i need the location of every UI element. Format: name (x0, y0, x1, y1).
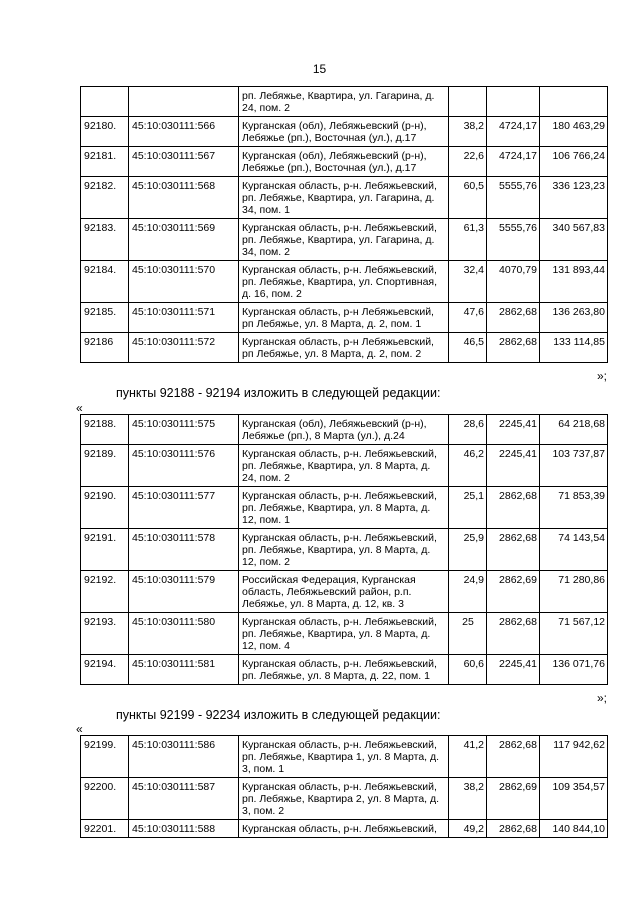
cadastral-value-cell: 71 853,39 (540, 487, 608, 529)
table-row (81, 177, 608, 219)
row-number-cell: 92199. (81, 736, 129, 778)
table-row (81, 415, 608, 445)
cadastral-value-cell: 136 071,76 (540, 655, 608, 685)
area-cell: 47,6 (449, 303, 487, 333)
area-cell: 60,6 (449, 655, 487, 685)
table-row (81, 778, 608, 820)
table-row (81, 487, 608, 529)
price-per-sqm-cell: 2862,69 (487, 571, 540, 613)
address-cell: Курганская (обл), Лебяжьевский (р-н), Лебяжье (рп.), 8 Марта (ул.), д.24 (239, 415, 449, 445)
price-per-sqm-cell: 2862,68 (487, 529, 540, 571)
row-number-cell: 92191. (81, 529, 129, 571)
table-row (81, 87, 608, 117)
address-cell: Курганская (обл), Лебяжьевский (р-н), Лебяжье (рп.), Восточная (ул.), д.17 (239, 147, 449, 177)
row-number-cell: 92190. (81, 487, 129, 529)
cadastral-number-cell: 45:10:030111:581 (129, 655, 239, 685)
price-per-sqm-cell: 2862,68 (487, 820, 540, 838)
price-per-sqm-cell: 2862,68 (487, 736, 540, 778)
cadastral-number-cell: 45:10:030111:568 (129, 177, 239, 219)
table-row (81, 445, 608, 487)
area-cell: 38,2 (449, 117, 487, 147)
cadastral-value-cell: 140 844,10 (540, 820, 608, 838)
opening-quote: « (76, 401, 83, 415)
address-cell: Курганская область, р-н. Лебяжьевский, рп. Лебяжье, Квартира 1, ул. 8 Марта, д. 3, пом. 1 (239, 736, 449, 778)
table-row (81, 303, 608, 333)
area-cell: 46,5 (449, 333, 487, 363)
row-number-cell: 92186 (81, 333, 129, 363)
address-cell: Курганская (обл), Лебяжьевский (р-н), Лебяжье (рп.), Восточная (ул.), д.17 (239, 117, 449, 147)
address-cell: рп. Лебяжье, Квартира, ул. Гагарина, д. 24, пом. 2 (239, 87, 449, 117)
property-table-1 (80, 86, 608, 363)
cadastral-number-cell: 45:10:030111:576 (129, 445, 239, 487)
price-per-sqm-cell: 4724,17 (487, 147, 540, 177)
cadastral-value-cell: 117 942,62 (540, 736, 608, 778)
address-cell: Курганская область, р-н Лебяжьевский, рп Лебяжье, ул. 8 Марта, д. 2, пом. 1 (239, 303, 449, 333)
table-row (81, 655, 608, 685)
row-number-cell: 92185. (81, 303, 129, 333)
price-per-sqm-cell: 2245,41 (487, 655, 540, 685)
price-per-sqm-cell: 5555,76 (487, 177, 540, 219)
price-per-sqm-cell: 4070,79 (487, 261, 540, 303)
cadastral-value-cell: 336 123,23 (540, 177, 608, 219)
table-row (81, 736, 608, 778)
cadastral-value-cell: 133 114,85 (540, 333, 608, 363)
cadastral-number-cell: 45:10:030111:567 (129, 147, 239, 177)
price-per-sqm-cell: 2862,68 (487, 303, 540, 333)
row-number-cell: 92194. (81, 655, 129, 685)
closing-quote: »; (596, 691, 607, 705)
cadastral-number-cell: 45:10:030111:575 (129, 415, 239, 445)
address-cell: Российская Федерация, Курганская область, Лебяжьевский район, р.п. Лебяжье, ул. 8 Марта, д. 12, кв. 3 (239, 571, 449, 613)
price-per-sqm-cell: 4724,17 (487, 117, 540, 147)
row-number-cell: 92192. (81, 571, 129, 613)
area-cell: 49,2 (449, 820, 487, 838)
row-number-cell: 92189. (81, 445, 129, 487)
cadastral-value-cell: 74 143,54 (540, 529, 608, 571)
cadastral-number-cell: 45:10:030111:571 (129, 303, 239, 333)
instruction-text: пункты 92199 - 92234 изложить в следующей редакции: (116, 708, 441, 722)
price-per-sqm-cell: 2862,69 (487, 778, 540, 820)
address-cell: Курганская область, р-н. Лебяжьевский, рп. Лебяжье, Квартира, ул. 8 Марта, д. 24, пом. 2 (239, 445, 449, 487)
property-table-2 (80, 414, 608, 685)
address-cell: Курганская область, р-н. Лебяжьевский, рп. Лебяжье, Квартира, ул. Гагарина, д. 34, пом. 2 (239, 219, 449, 261)
row-number-cell: 92188. (81, 415, 129, 445)
row-number-cell: 92180. (81, 117, 129, 147)
cadastral-number-cell: 45:10:030111:580 (129, 613, 239, 655)
cadastral-number-cell: 45:10:030111:587 (129, 778, 239, 820)
cadastral-value-cell: 340 567,83 (540, 219, 608, 261)
row-number-cell (81, 87, 129, 117)
address-cell: Курганская область, р-н. Лебяжьевский, (239, 820, 449, 838)
area-cell: 38,2 (449, 778, 487, 820)
table-row (81, 820, 608, 838)
cadastral-number-cell: 45:10:030111:578 (129, 529, 239, 571)
cadastral-number-cell: 45:10:030111:579 (129, 571, 239, 613)
row-number-cell: 92183. (81, 219, 129, 261)
area-cell (449, 87, 487, 117)
property-table-3 (80, 735, 608, 838)
address-cell: Курганская область, р-н. Лебяжьевский, рп. Лебяжье, Квартира, ул. 8 Марта, д. 12, пом. 1 (239, 487, 449, 529)
cadastral-number-cell: 45:10:030111:570 (129, 261, 239, 303)
cadastral-value-cell: 131 893,44 (540, 261, 608, 303)
price-per-sqm-cell: 2862,68 (487, 333, 540, 363)
address-cell: Курганская область, р-н Лебяжьевский, рп Лебяжье, ул. 8 Марта, д. 2, пом. 2 (239, 333, 449, 363)
table-row (81, 147, 608, 177)
table-row (81, 333, 608, 363)
cadastral-number-cell: 45:10:030111:577 (129, 487, 239, 529)
area-cell: 22,6 (449, 147, 487, 177)
cadastral-value-cell: 136 263,80 (540, 303, 608, 333)
price-per-sqm-cell: 2862,68 (487, 613, 540, 655)
price-per-sqm-cell (487, 87, 540, 117)
cadastral-value-cell: 64 218,68 (540, 415, 608, 445)
cadastral-value-cell: 71 280,86 (540, 571, 608, 613)
row-number-cell: 92181. (81, 147, 129, 177)
row-number-cell: 92184. (81, 261, 129, 303)
instruction-text: пункты 92188 - 92194 изложить в следующей редакции: (116, 386, 441, 400)
area-cell: 25,1 (449, 487, 487, 529)
closing-quote: »; (596, 369, 607, 383)
page-number: 15 (312, 62, 327, 76)
cadastral-value-cell: 109 354,57 (540, 778, 608, 820)
cadastral-number-cell (129, 87, 239, 117)
price-per-sqm-cell: 5555,76 (487, 219, 540, 261)
cadastral-number-cell: 45:10:030111:572 (129, 333, 239, 363)
table-row (81, 613, 608, 655)
table-row (81, 529, 608, 571)
address-cell: Курганская область, р-н. Лебяжьевский, рп. Лебяжье, Квартира, ул. Гагарина, д. 34, пом. 1 (239, 177, 449, 219)
area-cell: 25 (449, 613, 487, 655)
address-cell: Курганская область, р-н. Лебяжьевский, рп. Лебяжье, Квартира 2, ул. 8 Марта, д. 3, пом. 2 (239, 778, 449, 820)
row-number-cell: 92201. (81, 820, 129, 838)
table-row (81, 571, 608, 613)
address-cell: Курганская область, р-н. Лебяжьевский, рп. Лебяжье, Квартира, ул. Спортивная, д. 16, пом. 2 (239, 261, 449, 303)
cadastral-number-cell: 45:10:030111:586 (129, 736, 239, 778)
address-cell: Курганская область, р-н. Лебяжьевский, рп. Лебяжье, Квартира, ул. 8 Марта, д. 12, пом. 4 (239, 613, 449, 655)
cadastral-value-cell: 106 766,24 (540, 147, 608, 177)
price-per-sqm-cell: 2862,68 (487, 487, 540, 529)
area-cell: 32,4 (449, 261, 487, 303)
cadastral-value-cell: 103 737,87 (540, 445, 608, 487)
address-cell: Курганская область, р-н. Лебяжьевский, рп. Лебяжье, ул. 8 Марта, д. 22, пом. 1 (239, 655, 449, 685)
area-cell: 60,5 (449, 177, 487, 219)
cadastral-value-cell: 180 463,29 (540, 117, 608, 147)
cadastral-number-cell: 45:10:030111:588 (129, 820, 239, 838)
cadastral-value-cell: 71 567,12 (540, 613, 608, 655)
table-row (81, 117, 608, 147)
area-cell: 28,6 (449, 415, 487, 445)
table-row (81, 261, 608, 303)
cadastral-value-cell (540, 87, 608, 117)
row-number-cell: 92193. (81, 613, 129, 655)
row-number-cell: 92200. (81, 778, 129, 820)
address-cell: Курганская область, р-н. Лебяжьевский, рп. Лебяжье, Квартира, ул. 8 Марта, д. 12, пом. 2 (239, 529, 449, 571)
table-row (81, 219, 608, 261)
price-per-sqm-cell: 2245,41 (487, 445, 540, 487)
cadastral-number-cell: 45:10:030111:569 (129, 219, 239, 261)
cadastral-number-cell: 45:10:030111:566 (129, 117, 239, 147)
opening-quote: « (76, 722, 83, 736)
area-cell: 46,2 (449, 445, 487, 487)
row-number-cell: 92182. (81, 177, 129, 219)
area-cell: 61,3 (449, 219, 487, 261)
area-cell: 41,2 (449, 736, 487, 778)
area-cell: 24,9 (449, 571, 487, 613)
price-per-sqm-cell: 2245,41 (487, 415, 540, 445)
area-cell: 25,9 (449, 529, 487, 571)
